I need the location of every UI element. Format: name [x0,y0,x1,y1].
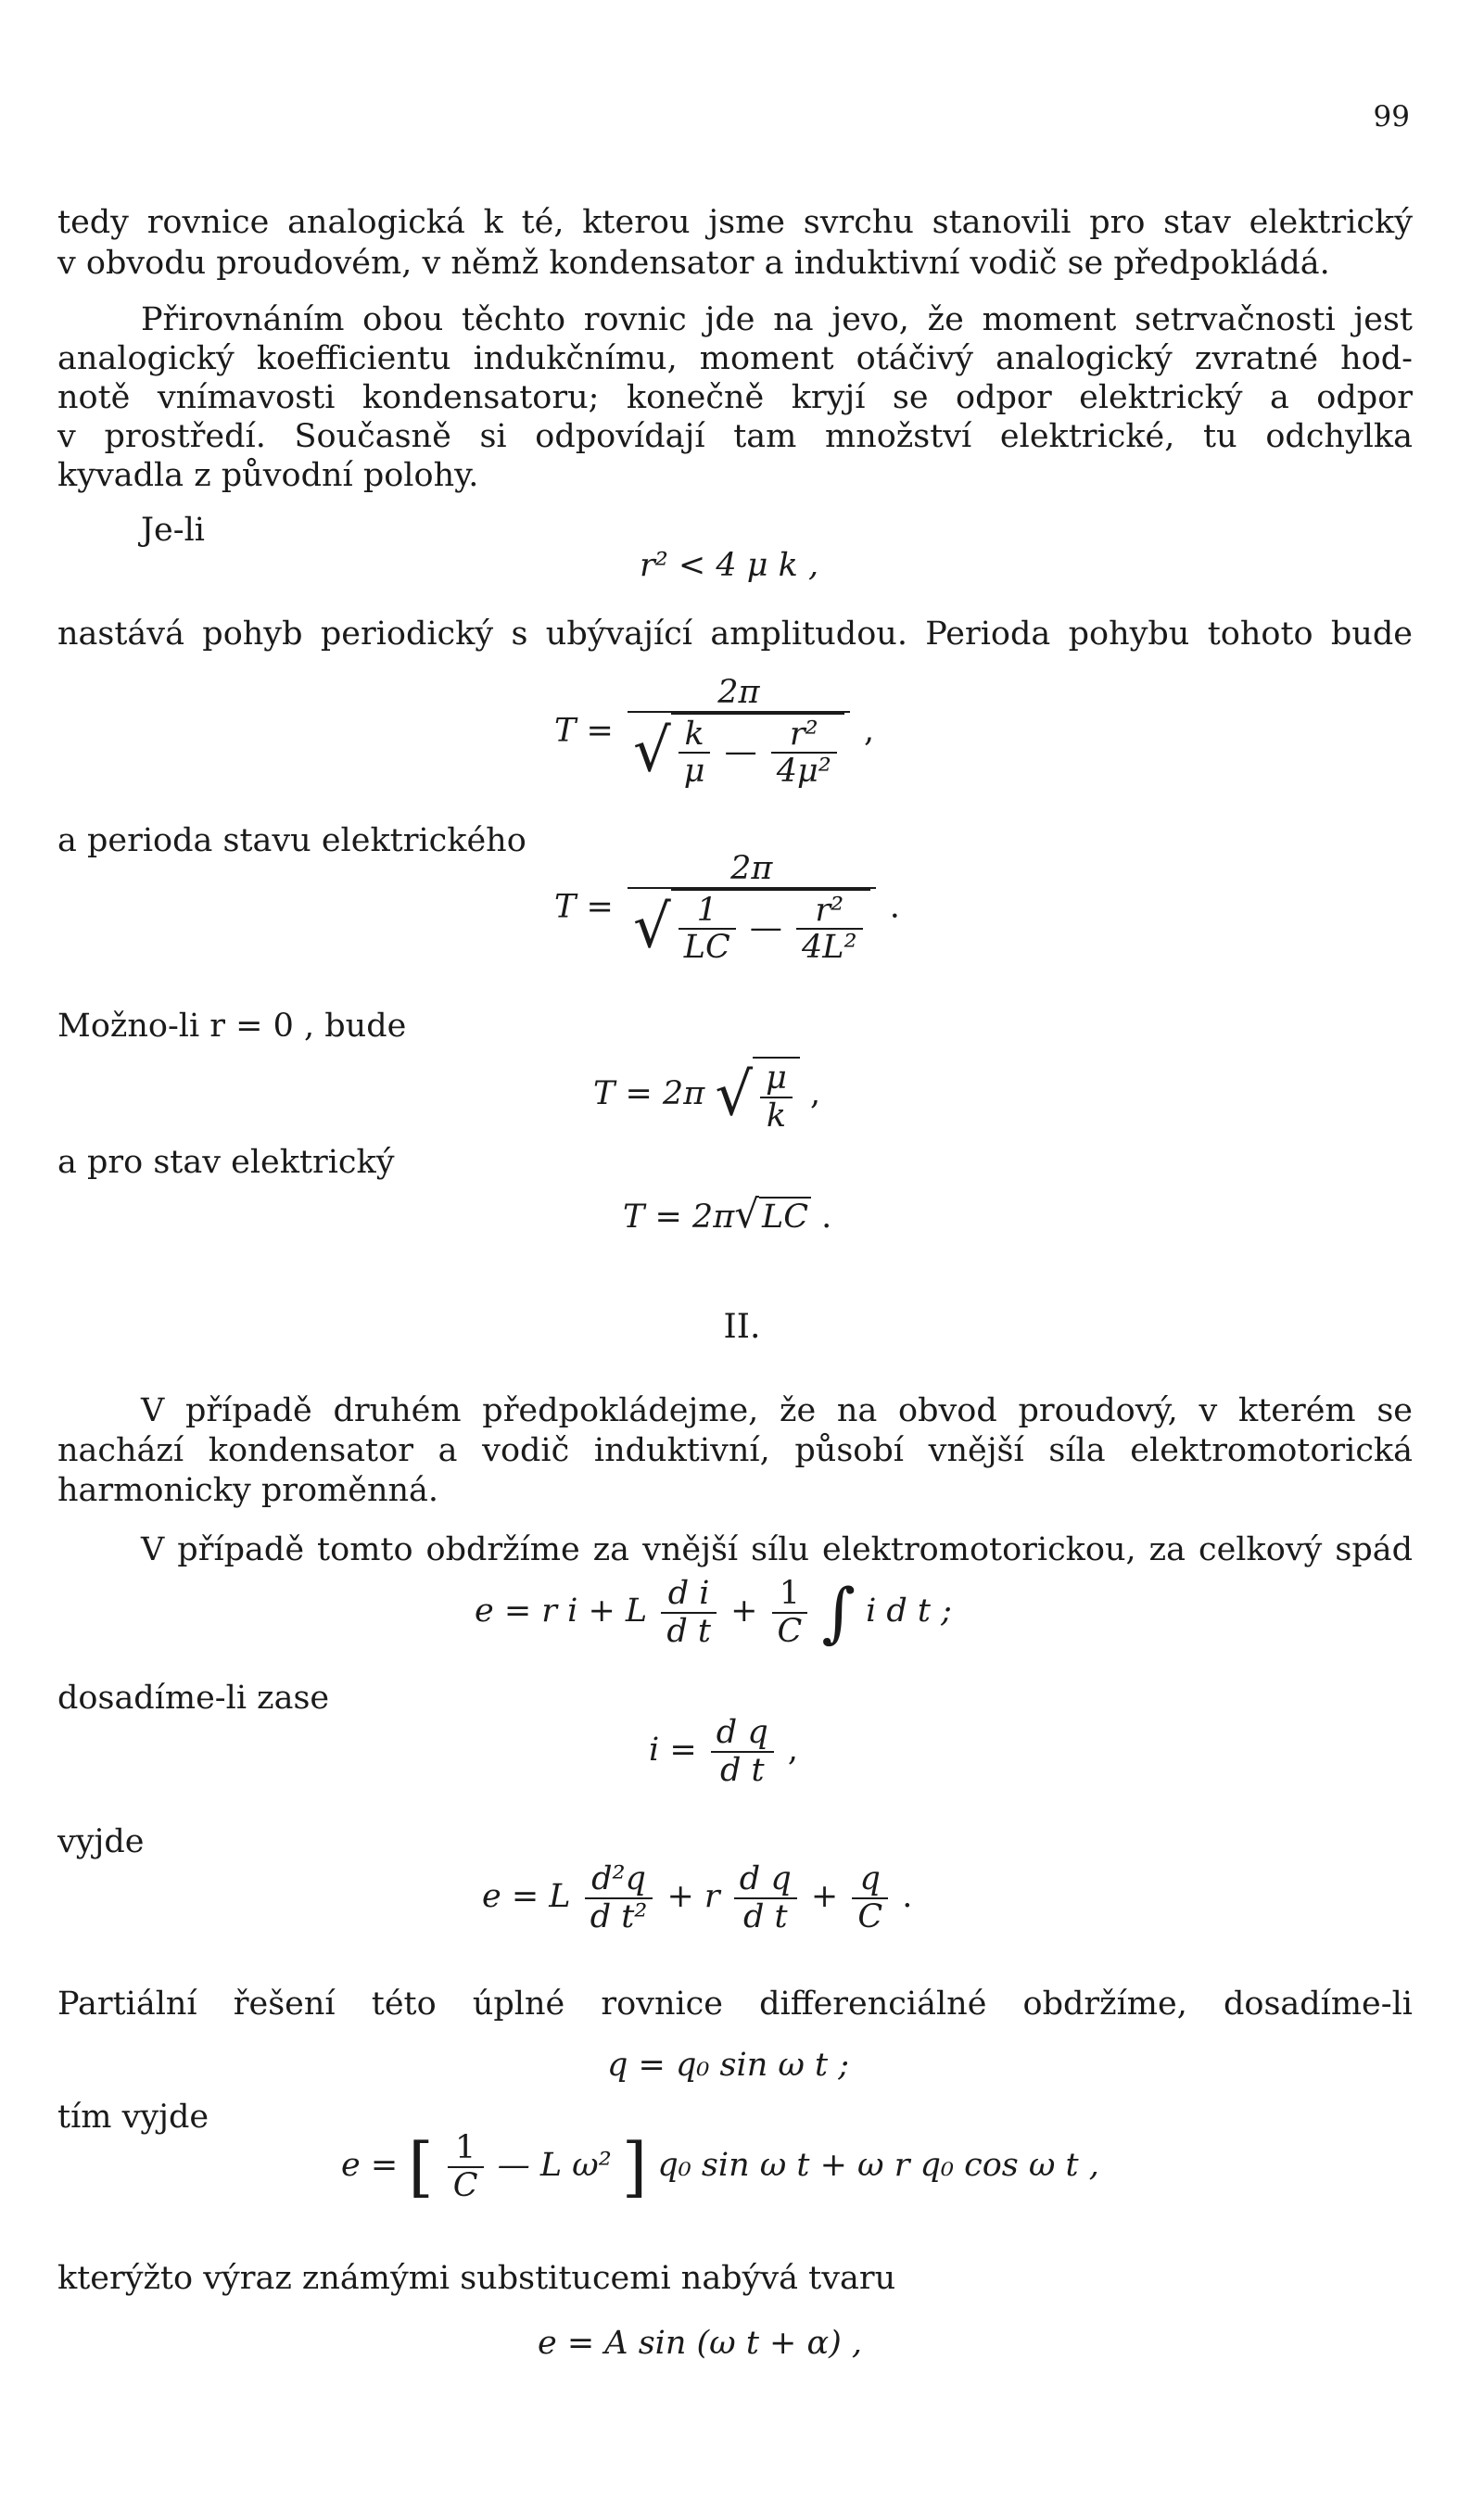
radical-sign: √ [632,893,671,961]
eq8-tail: . [902,1878,913,1915]
eq8-mid: + r [666,1878,720,1915]
radical-sign: √ [734,1191,759,1237]
equation-4 [593,1057,820,1134]
eq2-denominator [628,713,850,790]
eq10-f-den: C [452,2166,478,2204]
eq8-lhs: e = L [482,1878,571,1915]
eq6-f2-den: C [777,1612,803,1650]
eq2-fraction [628,675,850,790]
eq3-tail: . [889,888,900,926]
eq3-denominator [628,889,876,966]
eq3-lhs: T = [554,888,614,926]
integral-sign: ∫ [821,1574,856,1651]
eq10-mid: — L ω² [497,2147,612,2184]
vyjde-text: vyjde [57,1823,145,1860]
eq10-lhs: e = [341,2147,399,2184]
eq8-f2-num: d q [734,1861,797,1899]
eq3-b-den: 4L² [802,929,857,966]
eq3-radicand [671,889,870,966]
eq7-tail: , [787,1732,799,1769]
paragraph-1-line-1: tedy rovnice analogická k té, kterou jsme svrchu stanovili pro stav elektrický [57,204,1413,241]
eq4-radicand [753,1057,800,1134]
perioda-elektricka-text: a perioda stavu elektrického [57,822,526,859]
eq4-lhs: T = 2π [593,1075,705,1112]
eq6-f1-num: d i [661,1576,717,1614]
eq8-f2-den: d t [742,1897,788,1935]
equation-10 [341,2130,1099,2203]
tim-vyjde-text: tím vyjde [57,2099,209,2136]
eq3-fraction [628,851,876,966]
eq8-f1-num: d²q [585,1861,653,1899]
eq8-plus: + [810,1878,839,1915]
eq7-den: d t [719,1751,765,1789]
eq4-tail: , [810,1075,821,1112]
equation-9: q = q₀ sin ω t ; [607,2047,850,2084]
eq6-plus: + [730,1592,758,1630]
equation-5 [623,1191,831,1237]
eq3-b-num: r² [796,893,863,931]
eq7-lhs: i = [649,1732,697,1769]
eq2-tail: , [863,712,875,750]
equation-6 [475,1576,952,1649]
partialni-text: Partiální řešení této úplné rovnice differenciálné obdržíme, dosadíme-li [57,1985,1413,2023]
paragraph-2-line-5: kyvadla z původní polohy. [57,457,479,494]
paragraph-2-line-3: notě vnímavosti kondensatoru; konečně kryjí se odpor elektrický a odpor [57,379,1413,416]
eq8-f1-den: d t² [590,1897,648,1935]
page-number: 99 [1373,100,1410,133]
eq3-numerator: 2π [628,851,876,889]
je-li-text: Je-li [141,512,205,549]
eq6-tail: i d t ; [866,1592,952,1630]
eq3-minus: — [749,908,782,946]
eq6-f2-num: 1 [772,1576,808,1614]
eq2-b-den: 4μ² [776,753,831,790]
pro-stav-text: a pro stav elektrický [57,1144,395,1181]
eq3-a-den: LC [683,929,730,966]
eq2-minus: — [724,732,757,770]
paragraph-3-line-3: harmonicky proměnná. [57,1472,439,1509]
paragraph-3-line-2: nachází kondensator a vodič induktivní, působí vnější síla elektromotorická [57,1432,1413,1469]
paragraph-2-line-4: v prostředí. Současně si odpovídají tam množství elektrické, tu odchylka [57,418,1413,455]
radical-sign: √ [632,717,671,785]
eq4-a-den: k [766,1097,787,1135]
paragraph-2-line-2: analogický koefficientu indukčnímu, moment otáčivý analogický zvratné hod- [57,340,1413,377]
eq2-numerator: 2π [628,675,850,713]
right-bracket: ] [621,2128,648,2205]
eq6-lhs: e = r i + L [475,1592,648,1630]
eq5-lhs: T = 2π [623,1199,735,1236]
eq10-f-num: 1 [448,2130,484,2168]
eq2-a-den: μ [683,753,705,790]
radical-sign: √ [715,1060,754,1130]
paragraph-2-line-1: Přirovnáním obou těchto rovnic jde na jevo, že moment setrvačnosti jest [141,301,1413,338]
paragraph-3-line-1: V případě druhém předpokládejme, že na obvod proudový, v kterém se [141,1392,1413,1429]
eq4-a-num: μ [760,1060,793,1098]
eq2-lhs: T = [554,712,614,750]
eq5-radicand: LC [759,1197,811,1236]
nastava-text: nastává pohyb periodický s ubývající amplitudou. Perioda pohybu tohoto bude [57,615,1413,653]
kteryzto-text: kterýžto výraz známými substitucemi nabývá tvaru [57,2260,896,2297]
paragraph-1-line-2: v obvodu proudovém, v němž kondensator a induktivní vodič se předpokládá. [57,245,1330,282]
left-bracket: [ [408,2128,434,2205]
eq10-tail: q₀ sin ω t + ω r q₀ cos ω t , [657,2147,1099,2184]
eq3-a-num: 1 [679,893,736,931]
section-heading: II. [723,1308,761,1346]
eq6-f1-den: d t [666,1612,711,1650]
eq5-tail: . [821,1199,832,1236]
equation-3 [554,851,900,966]
eq8-f3-num: q [852,1861,888,1899]
dosadime-li-text: dosadíme-li zase [57,1680,330,1717]
equation-2 [554,675,874,790]
eq2-radicand [671,713,844,790]
equation-1: r² < 4 μ k , [640,547,819,584]
equation-11: e = A sin (ω t + α) , [538,2325,863,2362]
mozno-li-text: Možno-li r = 0 , bude [57,1008,407,1045]
eq2-b-num: r² [771,717,837,755]
paragraph-4: V případě tomto obdržíme za vnější sílu elektromotorickou, za celkový spád [141,1531,1413,1568]
eq2-a-num: k [679,717,711,755]
eq8-f3-den: C [857,1897,883,1935]
equation-8 [482,1861,912,1935]
equation-7 [649,1715,798,1788]
eq7-num: d q [711,1715,774,1753]
